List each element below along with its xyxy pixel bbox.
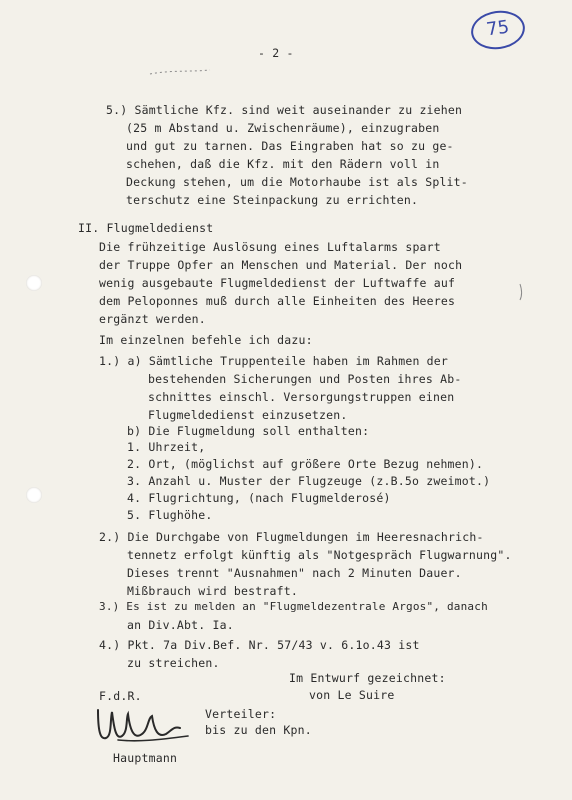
list-item: 2. Ort, (möglichst auf größere Orte Bezug nehmen). xyxy=(127,457,484,471)
distribution-value: bis zu den Kpn. xyxy=(205,723,312,737)
rank-label: Hauptmann xyxy=(113,751,178,765)
item-2-line: Dieses trennt "Ausnahmen" nach 2 Minuten Dauer. xyxy=(127,566,462,580)
list-item: 4. Flugrichtung, (nach Flugmelderosé) xyxy=(127,491,391,505)
item-1b: b) Die Flugmeldung soll enthalten: xyxy=(127,424,370,438)
item-4-line: zu streichen. xyxy=(127,656,220,670)
section-5-line: 5.) Sämtliche Kfz. sind weit auseinander zu ziehen xyxy=(106,103,463,117)
item-3-line: 3.) Es ist zu melden an "Flugmeldezentrale Argos", danach xyxy=(99,600,488,613)
item-2-line: Mißbrauch wird bestraft. xyxy=(127,584,298,598)
intro-line: ergänzt werden. xyxy=(99,312,206,326)
section-5-line: Deckung stehen, um die Motorhaube ist als Split- xyxy=(126,175,468,189)
handwritten-signature xyxy=(88,700,198,750)
intro-line: der Truppe Opfer an Menschen und Material. Der noch xyxy=(99,258,463,272)
item-2-line: 2.) Die Durchgabe von Flugmeldungen im Heeresnachrich- xyxy=(99,530,484,544)
distribution-label: Verteiler: xyxy=(205,707,277,721)
draft-signed: Im Entwurf gezeichnet: xyxy=(289,671,446,685)
item-1a-line: bestehenden Sicherungen und Posten ihres Ab- xyxy=(148,372,462,386)
item-1a-line: schnittes einschl. Versorgungstruppen einen xyxy=(148,390,455,404)
intro-line: dem Peloponnes muß durch alle Einheiten des Heeres xyxy=(99,294,456,308)
page-stamp xyxy=(469,7,528,52)
list-item: 5. Flughöhe. xyxy=(127,508,213,522)
intro-line: Die frühzeitige Auslösung eines Luftalarms spart xyxy=(99,240,441,254)
item-4-line: 4.) Pkt. 7a Div.Bef. Nr. 57/43 v. 6.1o.43 ist xyxy=(99,638,420,652)
page-number: - 2 - xyxy=(258,46,294,60)
fdr-label: F.d.R. xyxy=(99,689,142,703)
item-3-line: an Div.Abt. Ia. xyxy=(127,618,234,632)
section-5-line: und gut zu tarnen. Das Eingraben hat so zu ge- xyxy=(126,139,454,153)
punch-hole-bottom xyxy=(26,487,42,503)
item-1a-line: Flugmeldedienst einzusetzen. xyxy=(148,408,348,422)
section-II-heading: II. Flugmeldedienst xyxy=(78,221,214,235)
intro-line: wenig ausgebaute Flugmeldedienst der Luftwaffe auf xyxy=(99,276,456,290)
punch-hole-top xyxy=(26,275,42,291)
list-item: 3. Anzahl u. Muster der Flugzeuge (z.B.5o zweimot.) xyxy=(127,474,491,488)
section-5-line: terschutz eine Steinpackung zu errichten. xyxy=(126,193,419,207)
section-5-line: (25 m Abstand u. Zwischenräume), einzugraben xyxy=(126,121,440,135)
stamp-number: 75 xyxy=(484,16,511,41)
order-intro: Im einzelnen befehle ich dazu: xyxy=(99,333,313,347)
list-item: 1. Uhrzeit, xyxy=(127,440,206,454)
item-2-line: tennetz erfolgt künftig als "Notgespräch Flugwarnung". xyxy=(127,548,512,562)
section-5-line: schehen, daß die Kfz. mit den Rädern voll in xyxy=(126,157,440,171)
item-1a-line: 1.) a) Sämtliche Truppenteile haben im Rahmen der xyxy=(99,354,449,368)
signer-name: von Le Suire xyxy=(309,688,395,702)
